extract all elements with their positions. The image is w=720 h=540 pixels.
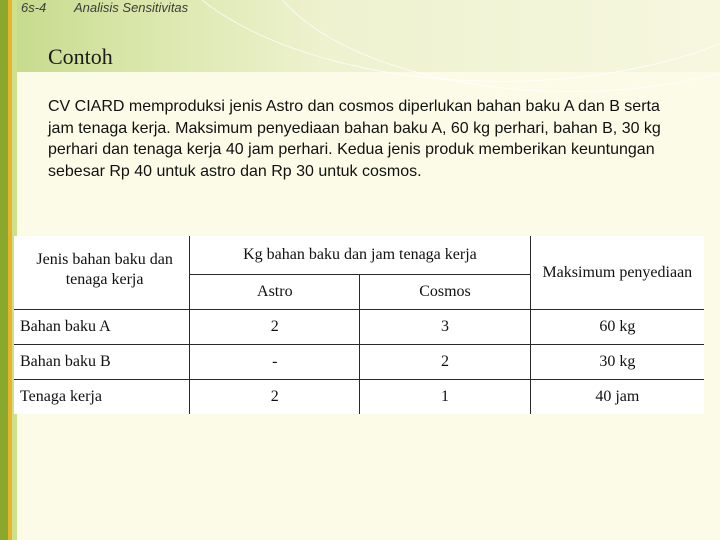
header-resource-type: Jenis bahan baku dan tenaga kerja [14,236,190,310]
cosmos-value: 1 [360,380,530,415]
cosmos-value: 3 [360,310,530,345]
max-value: 60 kg [530,310,704,345]
resource-table [14,236,704,414]
cosmos-value: 2 [360,345,530,380]
slide-number: 6s-4 [21,0,47,15]
header-astro: Astro [190,275,360,310]
header-cosmos: Cosmos [360,275,530,310]
table-row [14,310,704,345]
max-value: 30 kg [530,345,704,380]
astro-value: 2 [190,380,360,415]
table-row [14,345,704,380]
header-group-usage: Kg bahan baku dan jam tenaga kerja [190,236,530,275]
row-label: Bahan baku A [14,310,190,345]
row-label: Bahan baku B [14,345,190,380]
problem-description: CV CIARD memproduksi jenis Astro dan cosmos diperlukan bahan baku A dan B serta jam tenaga kerja. Maksimum penyediaan bahan baku A, 60 kg perhari, bahan B, 30 kg perhari dan tenaga kerja 40 jam perhari. Kedua jenis produk memberikan keuntungan sebesar Rp 40 untuk astro dan Rp 30 untuk cosmos. [48,98,661,180]
left-accent-stripe [0,0,8,540]
section-title: Analisis Sensitivitas [74,0,189,15]
max-value: 40 jam [530,380,704,415]
table-row [14,380,704,415]
astro-value: - [190,345,360,380]
astro-value: 2 [190,310,360,345]
slide-title: Contoh [48,44,113,69]
row-label: Tenaga kerja [14,380,190,415]
header-max-supply: Maksimum penyediaan [530,236,704,310]
